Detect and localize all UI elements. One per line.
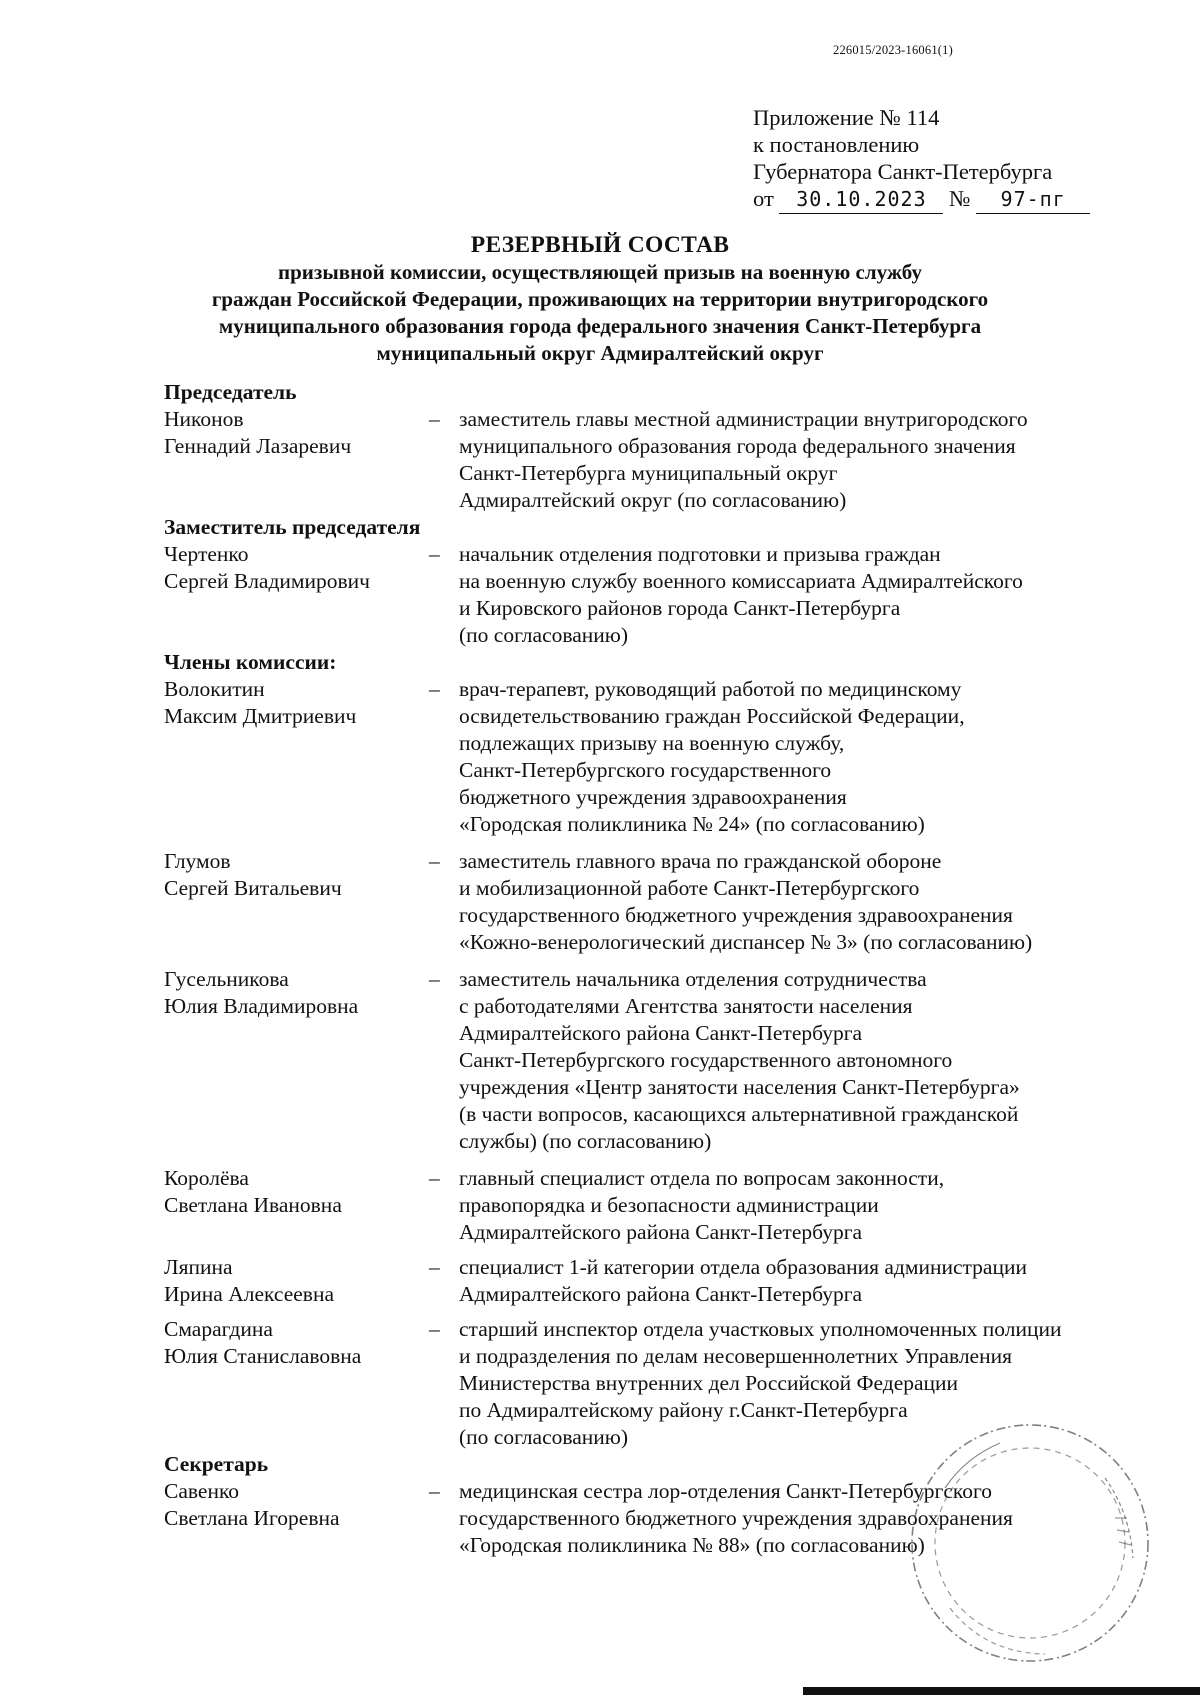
- member-given-name: Светлана Ивановна: [164, 1193, 342, 1217]
- section-deputy: Заместитель председателя: [164, 515, 421, 539]
- description-line: «Городская поликлиника № 88» (по согласованию): [459, 1533, 925, 1557]
- chairman-entry: [164, 406, 1124, 514]
- appendix-header: [753, 104, 1090, 214]
- member-name: [164, 1478, 429, 1559]
- section-chairman: Председатель: [164, 380, 297, 404]
- member-given-name: Сергей Витальевич: [164, 876, 342, 900]
- description-line: (в части вопросов, касающихся альтернативной гражданской: [459, 1102, 1019, 1126]
- member-entry: [164, 966, 1124, 1155]
- decree-date: 30.10.2023: [779, 186, 943, 214]
- description-line: и мобилизационной работе Санкт-Петербургского: [459, 876, 920, 900]
- description-line: медицинская сестра лор-отделения Санкт-Петербургского: [459, 1479, 993, 1503]
- appendix-date-line: [753, 185, 1090, 214]
- description-line: специалист 1-й категории отдела образования администрации: [459, 1255, 1027, 1279]
- member-name: [164, 406, 429, 514]
- member-name: [164, 848, 429, 956]
- member-entry: [164, 1165, 1124, 1246]
- document-title: [150, 231, 1050, 367]
- member-surname: Королёва: [164, 1166, 249, 1190]
- dash: –: [429, 407, 440, 431]
- section-members: Члены комиссии:: [164, 650, 337, 674]
- member-surname: Смарагдина: [164, 1317, 273, 1341]
- member-given-name: Максим Дмитриевич: [164, 704, 357, 728]
- description-line: учреждения «Центр занятости населения Санкт-Петербурга»: [459, 1075, 1020, 1099]
- description-line: Адмиралтейский округ (по согласованию): [459, 488, 847, 512]
- description-line: «Городская поликлиника № 24» (по согласованию): [459, 812, 925, 836]
- description-line: Адмиралтейского района Санкт-Петербурга: [459, 1282, 863, 1306]
- description-line: (по согласованию): [459, 1425, 629, 1449]
- member-surname: Никонов: [164, 407, 244, 431]
- description-line: подлежащих призыву на военную службу,: [459, 731, 845, 755]
- date-prefix: от: [753, 186, 774, 211]
- dash: –: [429, 677, 440, 701]
- appendix-line-3: Губернатора Санкт-Петербурга: [753, 159, 1053, 184]
- dash: –: [429, 1255, 440, 1279]
- member-name: [164, 966, 429, 1155]
- description-line: с работодателями Агентства занятости населения: [459, 994, 913, 1018]
- dash: –: [429, 1166, 440, 1190]
- scan-edge-bar: [803, 1687, 1200, 1695]
- member-surname: Ляпина: [164, 1255, 233, 1279]
- member-description: [459, 541, 1124, 649]
- official-seal-stamp: [905, 1418, 1155, 1668]
- description-line: заместитель главы местной администрации внутригородского: [459, 407, 1028, 431]
- description-line: государственного бюджетного учреждения здравоохранения: [459, 903, 1013, 927]
- description-line: освидетельствованию граждан Российской Федерации,: [459, 704, 965, 728]
- member-given-name: Светлана Игоревна: [164, 1506, 340, 1530]
- title-sub-4: муниципальный округ Адмиралтейский округ: [376, 341, 824, 365]
- description-line: главный специалист отдела по вопросам законности,: [459, 1166, 945, 1190]
- title-sub-3: муниципального образования города федерального значения Санкт-Петербурга: [218, 314, 982, 338]
- dash: –: [429, 542, 440, 566]
- member-given-name: Сергей Владимирович: [164, 569, 370, 593]
- appendix-line-2: к постановлению: [753, 132, 920, 157]
- description-line: врач-терапевт, руководящий работой по медицинскому: [459, 677, 962, 701]
- title-sub-1: призывной комиссии, осуществляющей призыв на военную службу: [278, 260, 922, 284]
- member-given-name: Юлия Станиславовна: [164, 1344, 362, 1368]
- member-given-name: Юлия Владимировна: [164, 994, 359, 1018]
- member-name: [164, 1316, 429, 1451]
- member-description: [459, 848, 1124, 956]
- decree-number: 97-пг: [976, 186, 1090, 214]
- member-given-name: Ирина Алексеевна: [164, 1282, 335, 1306]
- description-line: службы) (по согласованию): [459, 1129, 712, 1153]
- description-line: «Кожно-венерологический диспансер № 3» (по согласованию): [459, 930, 1033, 954]
- member-given-name: Геннадий Лазаревич: [164, 434, 352, 458]
- description-line: бюджетного учреждения здравоохранения: [459, 785, 847, 809]
- member-surname: Гусельникова: [164, 967, 289, 991]
- deputy-entry: [164, 541, 1124, 649]
- description-line: Санкт-Петербургского государственного автономного: [459, 1048, 953, 1072]
- description-line: заместитель начальника отделения сотрудничества: [459, 967, 927, 991]
- member-surname: Волокитин: [164, 677, 265, 701]
- member-surname: Савенко: [164, 1479, 240, 1503]
- description-line: правопорядка и безопасности администрации: [459, 1193, 879, 1217]
- description-line: заместитель главного врача по гражданской обороне: [459, 849, 942, 873]
- member-name: [164, 1254, 429, 1308]
- member-entry: [164, 848, 1124, 956]
- description-line: старший инспектор отдела участковых уполномоченных полиции: [459, 1317, 1062, 1341]
- member-description: [459, 966, 1124, 1155]
- document-number: 226015/2023-16061(1): [833, 43, 953, 57]
- description-line: (по согласованию): [459, 623, 629, 647]
- dash: –: [429, 1317, 440, 1341]
- description-line: и подразделения по делам несовершеннолетних Управления: [459, 1344, 1012, 1368]
- member-name: [164, 541, 429, 649]
- appendix-line-1: Приложение № 114: [753, 105, 940, 130]
- description-line: Санкт-Петербурга муниципальный округ: [459, 461, 838, 485]
- member-entry: [164, 1254, 1124, 1308]
- commission-list: [164, 379, 1124, 1559]
- member-entry: [164, 676, 1124, 838]
- description-line: начальник отделения подготовки и призыва граждан: [459, 542, 941, 566]
- member-description: [459, 1254, 1124, 1308]
- section-secretary: Секретарь: [164, 1452, 269, 1476]
- member-description: [459, 406, 1124, 514]
- member-description: [459, 1165, 1124, 1246]
- description-line: муниципального образования города федерального значения: [459, 434, 1016, 458]
- dash: –: [429, 967, 440, 991]
- member-name: [164, 1165, 429, 1246]
- dash: –: [429, 1479, 440, 1503]
- description-line: Адмиралтейского района Санкт-Петербурга: [459, 1021, 863, 1045]
- member-surname: Чертенко: [164, 542, 249, 566]
- member-surname: Глумов: [164, 849, 231, 873]
- member-description: [459, 676, 1124, 838]
- number-sign: №: [949, 186, 971, 211]
- description-line: на военную службу военного комиссариата Адмиралтейского: [459, 569, 1023, 593]
- dash: –: [429, 849, 440, 873]
- description-line: государственного бюджетного учреждения здравоохранения: [459, 1506, 1013, 1530]
- title-sub-2: граждан Российской Федерации, проживающих на территории внутригородского: [211, 287, 989, 311]
- description-line: Министерства внутренних дел Российской Федерации: [459, 1371, 959, 1395]
- title-main: РЕЗЕРВНЫЙ СОСТАВ: [470, 232, 730, 258]
- description-line: Адмиралтейского района Санкт-Петербурга: [459, 1220, 863, 1244]
- description-line: и Кировского районов города Санкт-Петербурга: [459, 596, 901, 620]
- description-line: Санкт-Петербургского государственного: [459, 758, 832, 782]
- description-line: по Адмиралтейскому району г.Санкт-Петербурга: [459, 1398, 908, 1422]
- member-name: [164, 676, 429, 838]
